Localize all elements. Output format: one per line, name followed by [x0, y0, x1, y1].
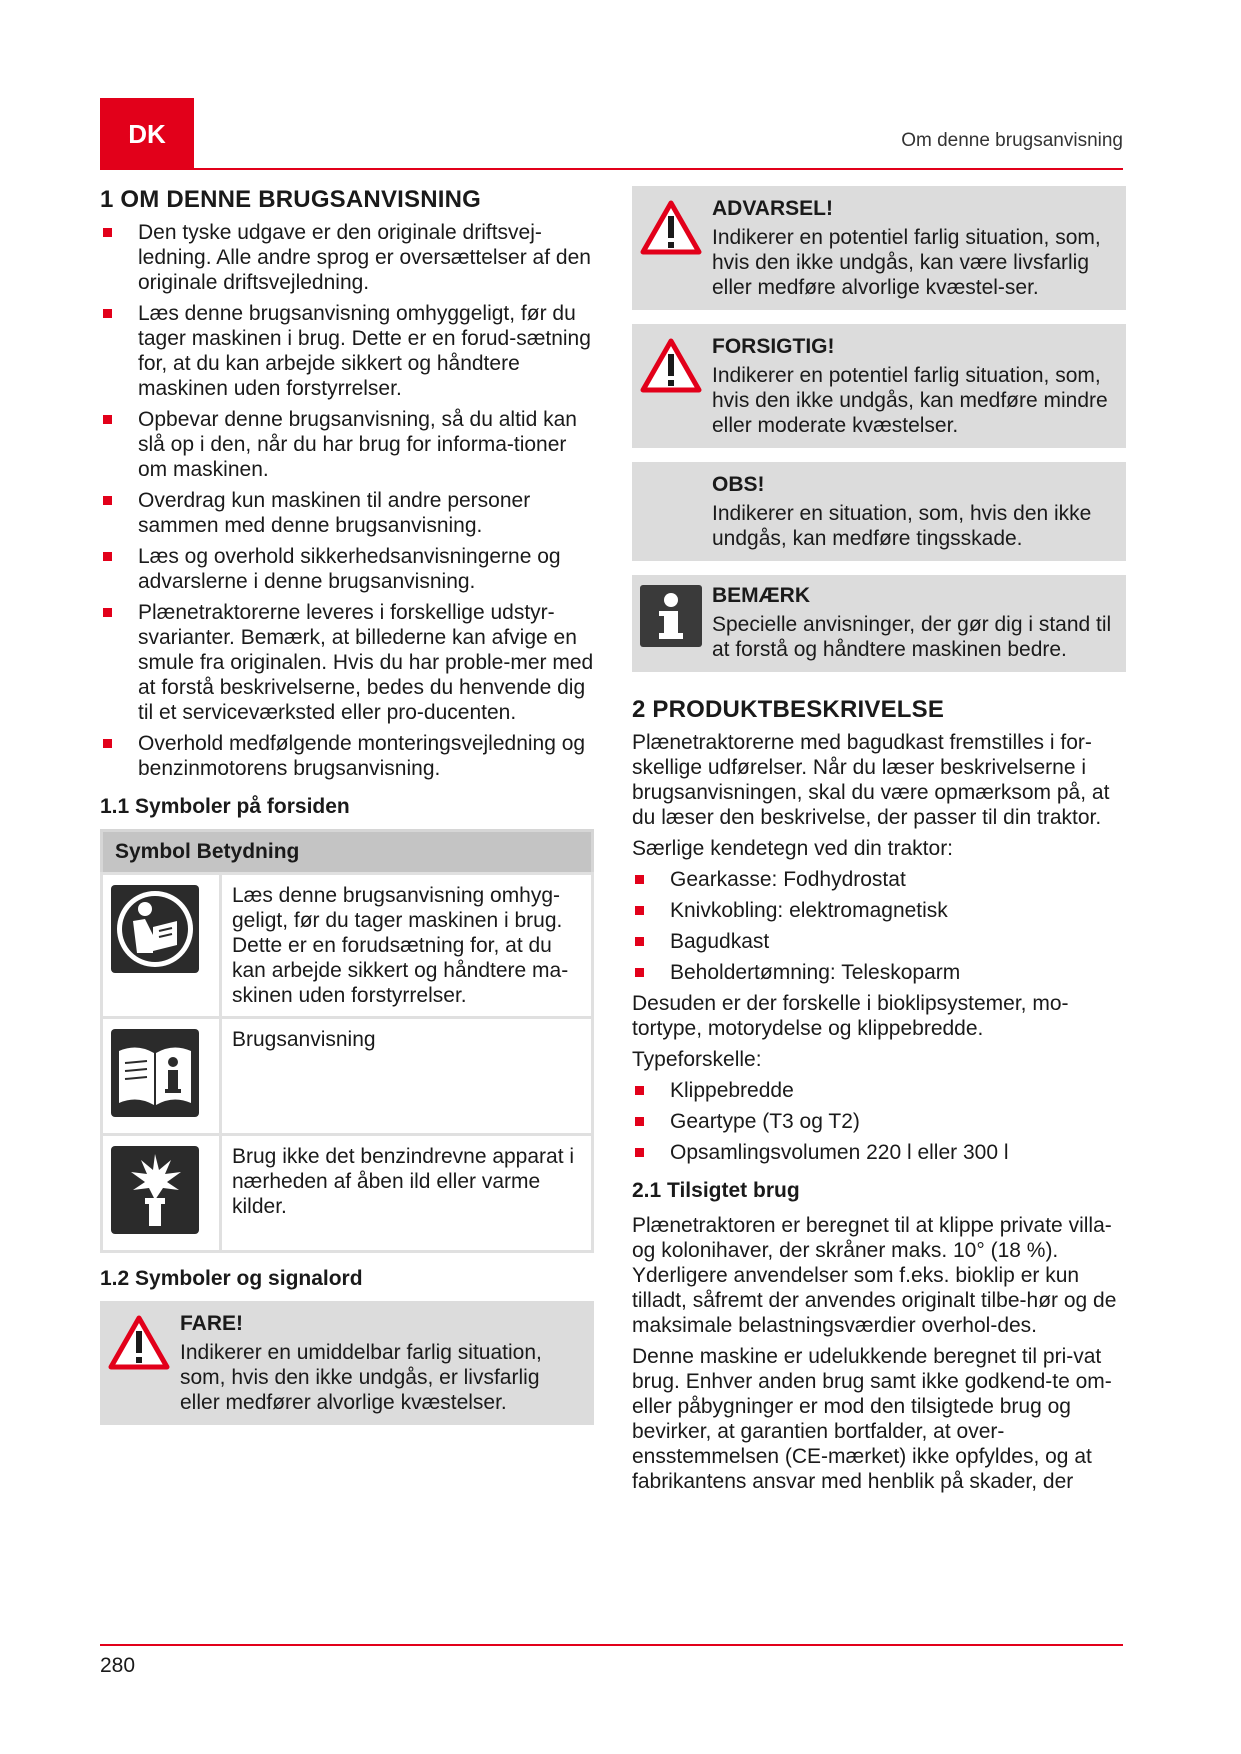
bullet-square-icon: [635, 968, 644, 977]
list-item: Den tyske udgave er den originale driftsvej-ledning. Alle andre sprog er oversættelser af den originale driftsvejledning.: [100, 220, 594, 295]
section-2-1-heading: 2.1 Tilsigtet brug: [632, 1179, 800, 1202]
signal-title: ADVARSEL!: [712, 197, 833, 220]
section-1-1-heading: 1.1 Symboler på forsiden: [100, 795, 350, 818]
bullet-square-icon: [103, 309, 112, 318]
list-item: Beholdertømning: Teleskoparm: [632, 960, 1126, 985]
signal-text: Indikerer en situation, som, hvis den ikke undgås, kan medføre tingsskade.: [712, 502, 1092, 550]
running-header: Om denne brugsanvisning: [901, 130, 1123, 151]
table-cell: Læs denne brugsanvisning omhyg-geligt, før du tager maskinen i brug. Dette er en forudsætning for, at du kan arbejde sikkert og håndtere ma-skinen uden forstyrrelser.: [221, 874, 593, 1018]
read-manual-icon: [109, 883, 201, 975]
list-item: Bagudkast: [632, 929, 1126, 954]
list-item: Overdrag kun maskinen til andre personer sammen med denne brugsanvisning.: [100, 488, 594, 538]
list-item: Læs og overhold sikkerhedsanvisningerne og advarslerne i denne brugsanvisning.: [100, 544, 594, 594]
left-column: [100, 186, 594, 1439]
bottom-divider: [100, 1644, 1123, 1646]
bullet-square-icon: [103, 415, 112, 424]
warning-triangle-icon: [640, 200, 702, 256]
bullet-square-icon: [635, 1086, 644, 1095]
forsigtig-box: [632, 324, 1126, 448]
signal-title: FORSIGTIG!: [712, 335, 835, 358]
page-number: 280: [100, 1654, 136, 1677]
list-item: Plænetraktorerne leveres i forskellige udstyr-svarianter. Bemærk, at billederne kan afvige en smule fra originalen. Hvis du har proble-mer med at forstå beskrivelserne, bedes du henvende dig til et serviceværksted eller pro-ducenten.: [100, 600, 594, 725]
list-item: Overhold medfølgende monteringsvejledning og benzinmotorens brugsanvisning.: [100, 731, 594, 781]
intended-use-para-2: Denne maskine er udelukkende beregnet til pri-vat brug. Enhver anden brug samt ikke godkend-te om- eller påbygninger er mod den tilsigtede brug og bevirker, at garantien bortfalder, at over-ensstemmelsen (CE-mærket) ikke opfyldes, og at fabrikantens ansvar med henblik på skader, der: [632, 1345, 1112, 1493]
features-label: Særlige kendetegn ved din traktor:: [632, 837, 954, 860]
section-2-intro: Plænetraktorerne med bagudkast fremstilles i for-skellige udførelser. Når du læser beskrivelserne i brugsanvisningen, skal du være opmærksom på, at du læser den beskrivelse, der passer til din traktor.: [632, 731, 1110, 829]
signal-title: BEMÆRK: [712, 584, 810, 607]
bullet-square-icon: [635, 937, 644, 946]
symbol-table: [100, 829, 594, 1253]
types-list: [632, 1078, 1126, 1165]
bullet-square-icon: [103, 608, 112, 617]
signal-title: OBS!: [712, 473, 765, 496]
right-column: [632, 186, 1126, 1500]
signal-text: Indikerer en potentiel farlig situation, som, hvis den ikke undgås, kan være livsfarlig eller medføre alvorlige kvæstel-ser.: [712, 226, 1101, 299]
table-row: [102, 1135, 593, 1252]
list-item: Opsamlingsvolumen 220 l eller 300 l: [632, 1140, 1126, 1165]
signal-title: FARE!: [180, 1312, 243, 1335]
bullet-square-icon: [103, 496, 112, 505]
table-row: [102, 874, 593, 1018]
bullet-square-icon: [635, 875, 644, 884]
no-open-fire-icon: [109, 1144, 201, 1236]
signal-text: Indikerer en potentiel farlig situation, som, hvis den ikke undgås, kan medføre mindre eller moderate kvæstelser.: [712, 364, 1108, 437]
section-1-list: [100, 220, 594, 781]
signal-text: Specielle anvisninger, der gør dig i stand til at forstå og håndtere maskinen bedre.: [712, 613, 1112, 661]
manual-book-icon: [109, 1027, 201, 1119]
list-item: Klippebredde: [632, 1078, 1126, 1103]
obs-box: [632, 462, 1126, 561]
list-item: Knivkobling: elektromagnetisk: [632, 898, 1126, 923]
table-cell: Brug ikke det benzindrevne apparat i nærheden af åben ild eller varme kilder.: [221, 1135, 593, 1252]
list-item: Læs denne brugsanvisning omhyggeligt, før du tager maskinen i brug. Dette er en forud-sætning for, at du kan arbejde sikkert og håndtere maskinen uden forstyrrelser.: [100, 301, 594, 401]
section-2-heading: 2 PRODUKTBESKRIVELSE: [632, 696, 945, 723]
warning-triangle-icon: [108, 1315, 170, 1371]
signal-text: Indikerer en umiddelbar farlig situation, som, hvis den ikke undgås, er livsfarlig eller medfører alvorlige kvæstelser.: [180, 1341, 542, 1414]
section-1-2-heading: 1.2 Symboler og signalord: [100, 1267, 363, 1290]
intended-use-para-1: Plænetraktoren er beregnet til at klippe private villa- og kolonihaver, der skråner maks. 10° (18 %). Yderligere anvendelser som f.eks. bioklip er kun tilladt, såfremt der anvendes originalt tilbe-hør og de maksimale belastningsværdier overhol-des.: [632, 1214, 1117, 1337]
bullet-square-icon: [103, 552, 112, 561]
warning-triangle-icon: [640, 338, 702, 394]
bullet-square-icon: [635, 1148, 644, 1157]
bemaerk-box: [632, 575, 1126, 672]
list-item: Geartype (T3 og T2): [632, 1109, 1126, 1134]
list-item: Gearkasse: Fodhydrostat: [632, 867, 1126, 892]
bullet-square-icon: [635, 906, 644, 915]
bullet-square-icon: [635, 1117, 644, 1126]
list-item: Opbevar denne brugsanvisning, så du altid kan slå op i den, når du har brug for informa-tioner om maskinen.: [100, 407, 594, 482]
info-icon: [640, 585, 702, 647]
top-divider: [100, 168, 1123, 170]
features-list: [632, 867, 1126, 985]
section-1-heading: 1 OM DENNE BRUGSANVISNING: [100, 186, 482, 213]
table-cell: Brugsanvisning: [221, 1018, 593, 1135]
differences-text: Desuden er der forskelle i bioklipsystemer, mo-tortype, motorydelse og klippebredde.: [632, 992, 1069, 1040]
advarsel-box: [632, 186, 1126, 310]
table-row: [102, 1018, 593, 1135]
table-header: Symbol Betydning: [102, 831, 593, 874]
fare-box: [100, 1301, 594, 1425]
bullet-square-icon: [103, 739, 112, 748]
bullet-square-icon: [103, 228, 112, 237]
types-label: Typeforskelle:: [632, 1048, 762, 1071]
language-tab: DK: [100, 98, 194, 170]
